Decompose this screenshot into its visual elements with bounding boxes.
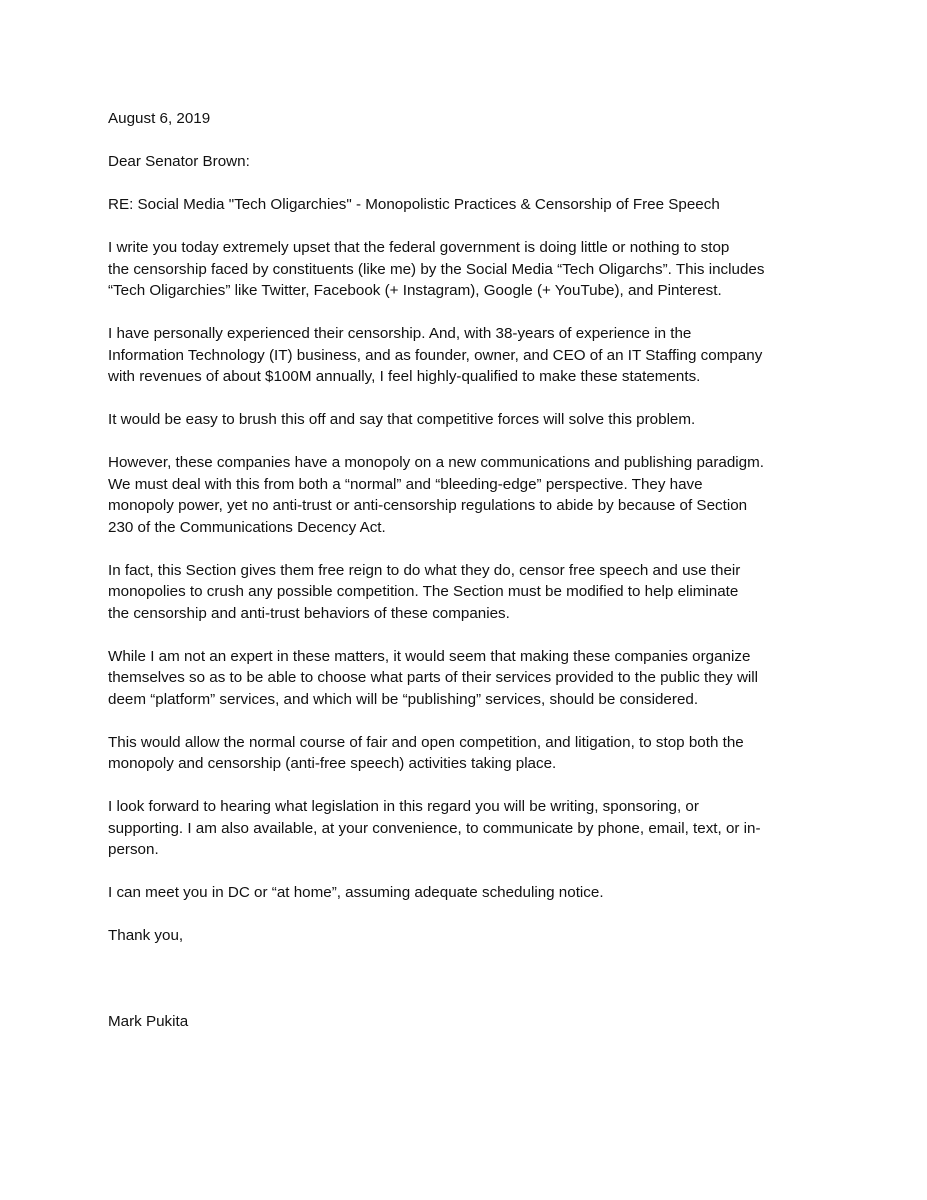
- body-paragraph-1: [108, 237, 826, 302]
- text-line: supporting. I am also available, at your convenience, to communicate by phone, email, text, or in-: [108, 819, 761, 837]
- text-line: I can meet you in DC or “at home”, assuming adequate scheduling notice.: [108, 884, 604, 901]
- body-paragraph-3: [108, 409, 826, 431]
- text-line: deem “platform” services, and which will be “publishing” services, should be considered.: [108, 690, 699, 708]
- body-paragraph-8: [108, 796, 826, 861]
- text-line: the censorship faced by constituents (like me) by the Social Media “Tech Oligarchs”. This includes: [108, 260, 765, 278]
- letter-date: August 6, 2019: [108, 110, 211, 127]
- text-line: the censorship and anti-trust behaviors of these companies.: [108, 604, 510, 622]
- body-paragraph-9: [108, 882, 826, 904]
- text-line: “Tech Oligarchies” like Twitter, Facebook (+ Instagram), Google (+ YouTube), and Pinterest.: [108, 282, 722, 299]
- body-paragraph-5: [108, 560, 826, 625]
- letter-closing: Thank you,: [108, 927, 184, 944]
- text-line: I look forward to hearing what legislation in this regard you will be writing, sponsoring, or: [108, 798, 699, 815]
- text-line: However, these companies have a monopoly on a new communications and publishing paradigm.: [108, 454, 764, 471]
- text-line: with revenues of about $100M annually, I feel highly-qualified to make these statements.: [108, 368, 701, 385]
- text-line: monopoly power, yet no anti-trust or anti-censorship regulations to abide by because of Section: [108, 497, 748, 514]
- text-line: themselves so as to be able to choose what parts of their services provided to the public they will: [108, 669, 759, 686]
- text-line: monopoly and censorship (anti-free speech) activities taking place.: [108, 755, 557, 772]
- text-line: monopolies to crush any possible competition. The Section must be modified to help eliminate: [108, 583, 739, 600]
- letter-body: [108, 108, 826, 1054]
- text-line: I write you today extremely upset that the federal government is doing little or nothing to stop: [108, 239, 730, 256]
- text-line: While I am not an expert in these matters, it would seem that making these companies organize: [108, 647, 751, 665]
- text-line: 230 of the Communications Decency Act.: [108, 518, 386, 536]
- letter-salutation: Dear Senator Brown:: [108, 153, 250, 170]
- text-line: It would be easy to brush this off and say that competitive forces will solve this problem.: [108, 411, 696, 428]
- body-paragraph-7: [108, 732, 826, 775]
- letter-subject: RE: Social Media "Tech Oligarchies" - Monopolistic Practices & Censorship of Free Speech: [108, 196, 720, 213]
- body-paragraph-2: [108, 323, 826, 388]
- text-line: This would allow the normal course of fair and open competition, and litigation, to stop both the: [108, 733, 744, 751]
- text-line: Information Technology (IT) business, and as founder, owner, and CEO of an IT Staffing company: [108, 346, 763, 364]
- text-line: person.: [108, 841, 159, 858]
- body-paragraph-6: [108, 646, 826, 711]
- text-line: We must deal with this from both a “normal” and “bleeding-edge” perspective. They have: [108, 475, 703, 493]
- text-line: I have personally experienced their censorship. And, with 38-years of experience in the: [108, 325, 692, 342]
- letter-signature: Mark Pukita: [108, 1012, 189, 1030]
- body-paragraph-4: [108, 452, 826, 538]
- text-line: In fact, this Section gives them free reign to do what they do, censor free speech and use their: [108, 561, 741, 579]
